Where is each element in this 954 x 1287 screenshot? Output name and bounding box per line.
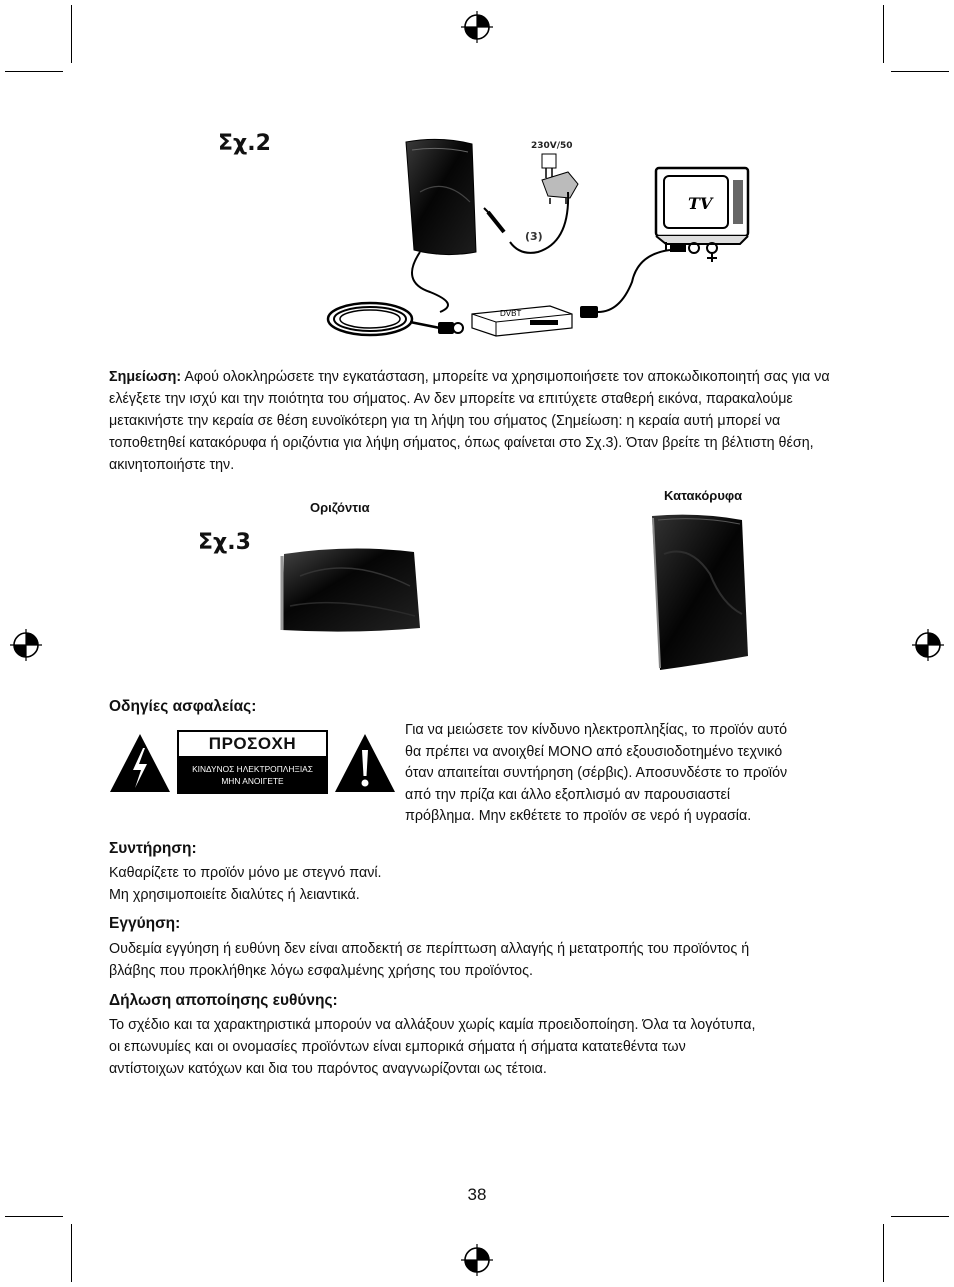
safety-line: πρόβλημα. Μην εκθέτετε το προϊόν σε νερό ή υγρασία. <box>405 808 752 825</box>
crop-mark <box>5 71 63 72</box>
horizontal-label: Οριζόντια <box>310 500 370 515</box>
crop-mark <box>71 5 72 63</box>
crop-mark <box>891 71 949 72</box>
safety-line: θα πρέπει να ανοιχθεί ΜΟΝΟ από εξουσιοδοτημένο τεχνικό <box>405 743 783 760</box>
registration-mark-icon <box>460 1243 494 1277</box>
maintenance-line: Μη χρησιμοποιείτε διαλύτες ή λειαντικά. <box>109 887 360 903</box>
safety-line: από την πρίζα και άλλο εξοπλισμό αν παρουσιαστεί <box>405 786 731 803</box>
dvbt-label: DVBT <box>500 309 522 318</box>
caution-title: ΠΡΟΣΟΧΗ <box>179 732 326 756</box>
warranty-heading: Εγγύηση: <box>109 915 181 932</box>
crop-mark <box>891 1216 949 1217</box>
antenna-vertical-image <box>650 514 748 670</box>
disclaimer-line: αντίστοιχων κατόχων και δια του παρόντος αναγνωρίζονται ως τέτοια. <box>109 1061 547 1077</box>
disclaimer-text <box>109 1014 755 1080</box>
exclamation-warning-icon <box>334 732 396 794</box>
maintenance-line: Καθαρίζετε το προϊόν μόνο με στεγνό πανί. <box>109 865 382 881</box>
disclaimer-line: Το σχέδιο και τα χαρακτηριστικά μπορούν να αλλάξουν χωρίς καμία προειδοποίηση. Όλα τα λογότυπα, <box>109 1017 756 1033</box>
registration-mark-icon <box>460 10 494 44</box>
maintenance-text <box>109 862 382 906</box>
warranty-text <box>109 938 749 982</box>
figure-2-label: Σχ.2 <box>218 131 271 156</box>
registration-mark-icon <box>911 628 945 662</box>
step-3-label: (3) <box>525 230 543 243</box>
note-label: Σημείωση: <box>109 369 182 385</box>
registration-mark-icon <box>9 628 43 662</box>
caution-warning-label <box>177 730 328 794</box>
safety-line: Για να μειώσετε τον κίνδυνο ηλεκτροπληξίας, το προϊόν αυτό <box>405 722 788 738</box>
tv-label: TV <box>688 194 713 213</box>
warranty-line: βλάβης που προκλήθηκε λόγω εσφαλμένης χρήσης του προϊόντος. <box>109 963 533 979</box>
crop-mark <box>883 1224 884 1282</box>
vertical-label: Κατακόρυφα <box>664 488 743 503</box>
disclaimer-heading: Δήλωση αποποίησης ευθύνης: <box>109 992 338 1009</box>
power-voltage-label: 230V/50 <box>531 141 573 151</box>
electric-shock-warning-icon <box>109 732 171 794</box>
disclaimer-line: οι επωνυμίες και οι ονομασίες προϊόντων είναι εμπορικά σήματα ή σήματα κατατεθέντα των <box>109 1039 686 1055</box>
safety-line: όταν απαιτείται συντήρηση (σέρβις). Αποσυνδέστε το προϊόν <box>405 765 788 782</box>
note-paragraph <box>109 366 854 476</box>
maintenance-heading: Συντήρηση: <box>109 840 197 857</box>
page-number: 38 <box>467 1185 487 1204</box>
antenna-horizontal-image <box>280 546 420 632</box>
safety-heading: Οδηγίες ασφαλείας: <box>109 698 257 715</box>
caution-line-1: ΚΙΝΔΥΝΟΣ ΗΛΕΚΤΡΟΠΛΗΞΙΑΣ <box>192 764 313 774</box>
safety-text <box>405 720 787 828</box>
figure-2-installation-diagram <box>320 132 760 350</box>
note-text: Αφού ολοκληρώσετε την εγκατάσταση, μπορείτε να χρησιμοποιήσετε τον αποκωδικοποιητή σας για να ελέγξετε την ισχύ και την ποιότητα του σήματος. Αν δεν μπορείτε να επιτύχετε σταθερή εικόνα, παρακαλούμε μετακινήστε την κεραία σε θέση ευνοϊκότερη για τη λήψη του σήματος (Σημείωση: η κεραία αυτή μπορεί να τοποθετηθεί κατακόρυφα ή οριζόντια για λήψη σήματος, όπως φαίνεται στο Σχ.3). Όταν βρείτε τη βέλτιστη θέση, ακινητοποιήστε την. <box>109 369 830 473</box>
crop-mark <box>71 1224 72 1282</box>
crop-mark <box>5 1216 63 1217</box>
caution-line-2: ΜΗΝ ΑΝΟΙΓΕΤΕ <box>221 776 284 786</box>
figure-3-label: Σχ.3 <box>198 530 251 555</box>
crop-mark <box>883 5 884 63</box>
warranty-line: Ουδεμία εγγύηση ή ευθύνη δεν είναι αποδεκτή σε περίπτωση αλλαγής ή μετατροπής του προϊόντος ή <box>109 941 750 957</box>
